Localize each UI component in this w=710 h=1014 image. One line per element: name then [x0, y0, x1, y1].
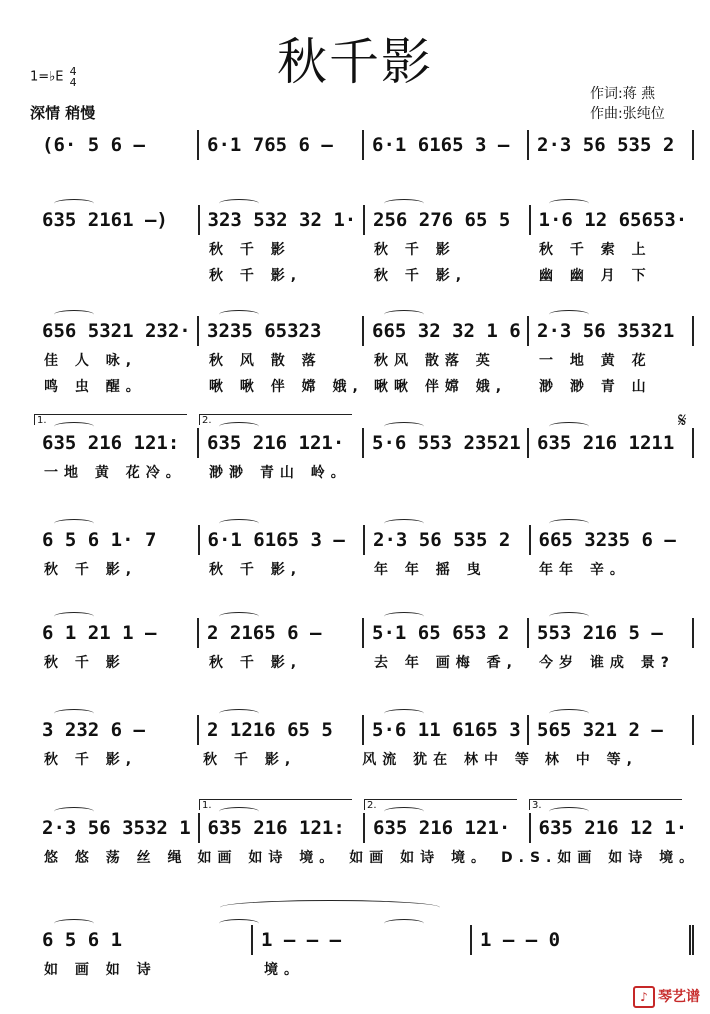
lyric-segment: 秋 千 影,: [44, 752, 138, 768]
lyric-segment: D.S.如画 如诗 境。: [501, 850, 700, 866]
slur-mark: [219, 199, 259, 208]
slur-mark: [384, 919, 424, 928]
volta-bracket: 3.: [529, 799, 682, 810]
lyric-segment: 秋风 散落 英: [374, 353, 496, 369]
slur-mark: [54, 422, 94, 431]
lyric-segment: 秋 风 散 落: [209, 353, 322, 369]
lyric-segment: 今岁 谁成 景?: [539, 655, 675, 671]
measure: 1·6 12 65653·: [529, 205, 695, 235]
lyric-segment: 一地 黄 花冷。: [44, 465, 186, 481]
time-top: 4: [69, 65, 77, 78]
measure: 5·6 553 23521: [362, 428, 527, 458]
lyric-segment: 去 年 画梅 香,: [374, 655, 518, 671]
notes-line: [34, 316, 694, 346]
measure: 3 232 6 –: [42, 719, 145, 741]
lyric-segment: 秋 千 影,: [209, 562, 303, 578]
lyric-segment: 啾 啾 伴 嫦 娥,: [209, 379, 364, 395]
key-signature: [30, 66, 77, 88]
lyric-segment: 林 中 等,: [544, 752, 638, 768]
lyric-segment: 一 地 黄 花: [539, 353, 652, 369]
slur-mark: [384, 519, 424, 528]
lyric-segment: 悠 悠 荡 丝 绳: [44, 850, 188, 866]
measure: 2 1216 65 5: [197, 715, 362, 745]
slur-mark: [54, 519, 94, 528]
lyric-segment: 啾啾 伴嫦 娥,: [374, 379, 508, 395]
slur-mark: [219, 807, 259, 816]
measure: 2·3 56 535 2: [527, 130, 694, 160]
slur-mark: [54, 612, 94, 621]
lyric-line: [34, 652, 694, 672]
notes-line: [34, 618, 694, 648]
credits: [590, 84, 665, 124]
volta-bracket: 1.: [199, 799, 352, 810]
lyric-segment: 佳 人 咏,: [44, 353, 138, 369]
watermark-logo: [633, 986, 700, 1008]
lyric-segment: 秋 千 影,: [209, 268, 303, 284]
measure: 635 216 121:: [42, 432, 180, 454]
measure: 665 32 32 1 6: [362, 316, 527, 346]
lyric-segment: 渺 渺 青 山: [539, 379, 652, 395]
lyric-line: [34, 959, 694, 979]
lyric-line: [34, 239, 694, 259]
slur-mark: [219, 709, 259, 718]
slur-mark: [549, 199, 589, 208]
slur-mark: [549, 807, 589, 816]
time-bottom: 4: [69, 76, 77, 89]
key-prefix: 1=: [30, 69, 50, 85]
measure: 6 5 6 1: [42, 929, 123, 951]
lyric-segment: 风流 犹在 林中 等: [362, 752, 535, 768]
measure: 635 216 121:: [198, 813, 364, 843]
tie-mark: [220, 900, 440, 915]
measure: 6·1 6165 3 –: [362, 130, 527, 160]
lyric-segment: 年年 辛。: [539, 562, 630, 578]
measure: 2·3 56 35321: [527, 316, 694, 346]
measure: 1 – – 0: [470, 925, 694, 955]
lyric-segment: [529, 462, 694, 482]
measure: 656 5321 232·: [42, 320, 191, 342]
slur-mark: [54, 919, 94, 928]
watermark-text: 琴艺谱: [658, 989, 700, 1005]
measure: 665 3235 6 –: [529, 525, 695, 555]
lyric-line: [34, 462, 694, 482]
measure: 635 216 121·: [363, 813, 529, 843]
slur-mark: [549, 310, 589, 319]
logo-icon: ♪: [633, 986, 655, 1008]
notes-line: [34, 925, 694, 955]
measure: 2·3 56 3532 1: [42, 817, 191, 839]
lyric-line: [34, 559, 694, 579]
notes-line: [34, 715, 694, 745]
lyric-segment: [34, 265, 199, 285]
lyric-segment: 境。: [264, 962, 304, 978]
measure: 6 5 6 1· 7: [42, 529, 157, 551]
song-title: 秋千影: [277, 33, 433, 91]
lyric-segment: 秋 千 影,: [203, 752, 297, 768]
slur-mark: [384, 199, 424, 208]
measure: 323 532 32 1·: [198, 205, 364, 235]
lyricist: 作词:蒋 燕: [590, 86, 656, 102]
lyric-segment: 秋 千 影,: [209, 655, 303, 671]
slur-mark: [549, 709, 589, 718]
notes-line: [34, 205, 694, 235]
slur-mark: [549, 422, 589, 431]
slur-mark: [54, 709, 94, 718]
slur-mark: [384, 422, 424, 431]
lyric-segment: 年 年 摇 曳: [374, 562, 487, 578]
lyric-segment: [474, 959, 694, 979]
lyric-segment: 如画 如诗 境。: [349, 850, 491, 866]
lyric-segment: 秋 千 影: [374, 242, 456, 258]
slur-mark: [549, 519, 589, 528]
slur-mark: [384, 807, 424, 816]
lyric-segment: 如画 如诗 境。: [197, 850, 340, 866]
lyric-segment: 秋 千 影: [44, 655, 126, 671]
segno-icon: 𝄋: [678, 408, 687, 432]
lyric-line: [34, 749, 694, 769]
measure: 635 216 1211: [527, 428, 694, 458]
volta-bracket: 1.: [34, 414, 187, 425]
measure: 565 321 2 –: [527, 715, 694, 745]
measure: 3235 65323: [197, 316, 362, 346]
time-signature: [70, 66, 77, 88]
lyric-segment: 秋 千 影,: [44, 562, 138, 578]
measure: 635 2161 –): [42, 209, 168, 231]
measure: 6 1 21 1 –: [42, 622, 157, 644]
slur-mark: [219, 919, 259, 928]
lyric-segment: 如 画 如 诗: [44, 962, 157, 978]
slur-mark: [54, 807, 94, 816]
lyric-segment: 秋 千 索 上: [539, 242, 652, 258]
key-note: ♭E: [49, 69, 64, 85]
notes-line: [34, 525, 694, 555]
lyric-segment: [364, 462, 529, 482]
lyric-line: [34, 376, 694, 396]
measure: 635 216 121·: [197, 428, 362, 458]
measure: 256 276 65 5: [363, 205, 529, 235]
slur-mark: [549, 612, 589, 621]
slur-mark: [219, 519, 259, 528]
measure: 6·1 765 6 –: [197, 130, 362, 160]
lyric-segment: 秋 千 影: [209, 242, 291, 258]
lyric-segment: [34, 239, 199, 259]
lyric-segment: 秋 千 影,: [374, 268, 468, 284]
measure: 2·3 56 535 2: [363, 525, 529, 555]
composer: 作曲:张纯位: [590, 106, 665, 122]
slur-mark: [219, 310, 259, 319]
measure: (6· 5 6 –: [42, 134, 145, 156]
slur-mark: [219, 422, 259, 431]
slur-mark: [384, 310, 424, 319]
notes-line: [34, 130, 694, 160]
notes-line: [34, 428, 694, 458]
measure: 6·1 6165 3 –: [198, 525, 364, 555]
slur-mark: [384, 612, 424, 621]
slur-mark: [54, 310, 94, 319]
slur-mark: [384, 709, 424, 718]
slur-mark: [219, 612, 259, 621]
lyric-line: [34, 350, 694, 370]
volta-bracket: 2.: [199, 414, 352, 425]
lyric-segment: 幽 幽 月 下: [539, 268, 652, 284]
notes-line: [34, 813, 694, 843]
lyric-line: [34, 847, 700, 867]
volta-bracket: 2.: [364, 799, 517, 810]
measure: 5·1 65 653 2: [362, 618, 527, 648]
slur-mark: [54, 199, 94, 208]
lyric-line: [34, 265, 694, 285]
measure: 5·6 11 6165 3: [362, 715, 527, 745]
measure: 2 2165 6 –: [197, 618, 362, 648]
lyric-segment: 渺渺 青山 岭。: [209, 465, 351, 481]
measure: 553 216 5 –: [527, 618, 694, 648]
tempo-marking: 深情 稍慢: [30, 104, 96, 122]
measure: 1 – – –: [251, 925, 470, 955]
lyric-segment: 鸣 虫 醒。: [44, 379, 146, 395]
measure: 635 216 12 1·: [529, 813, 695, 843]
